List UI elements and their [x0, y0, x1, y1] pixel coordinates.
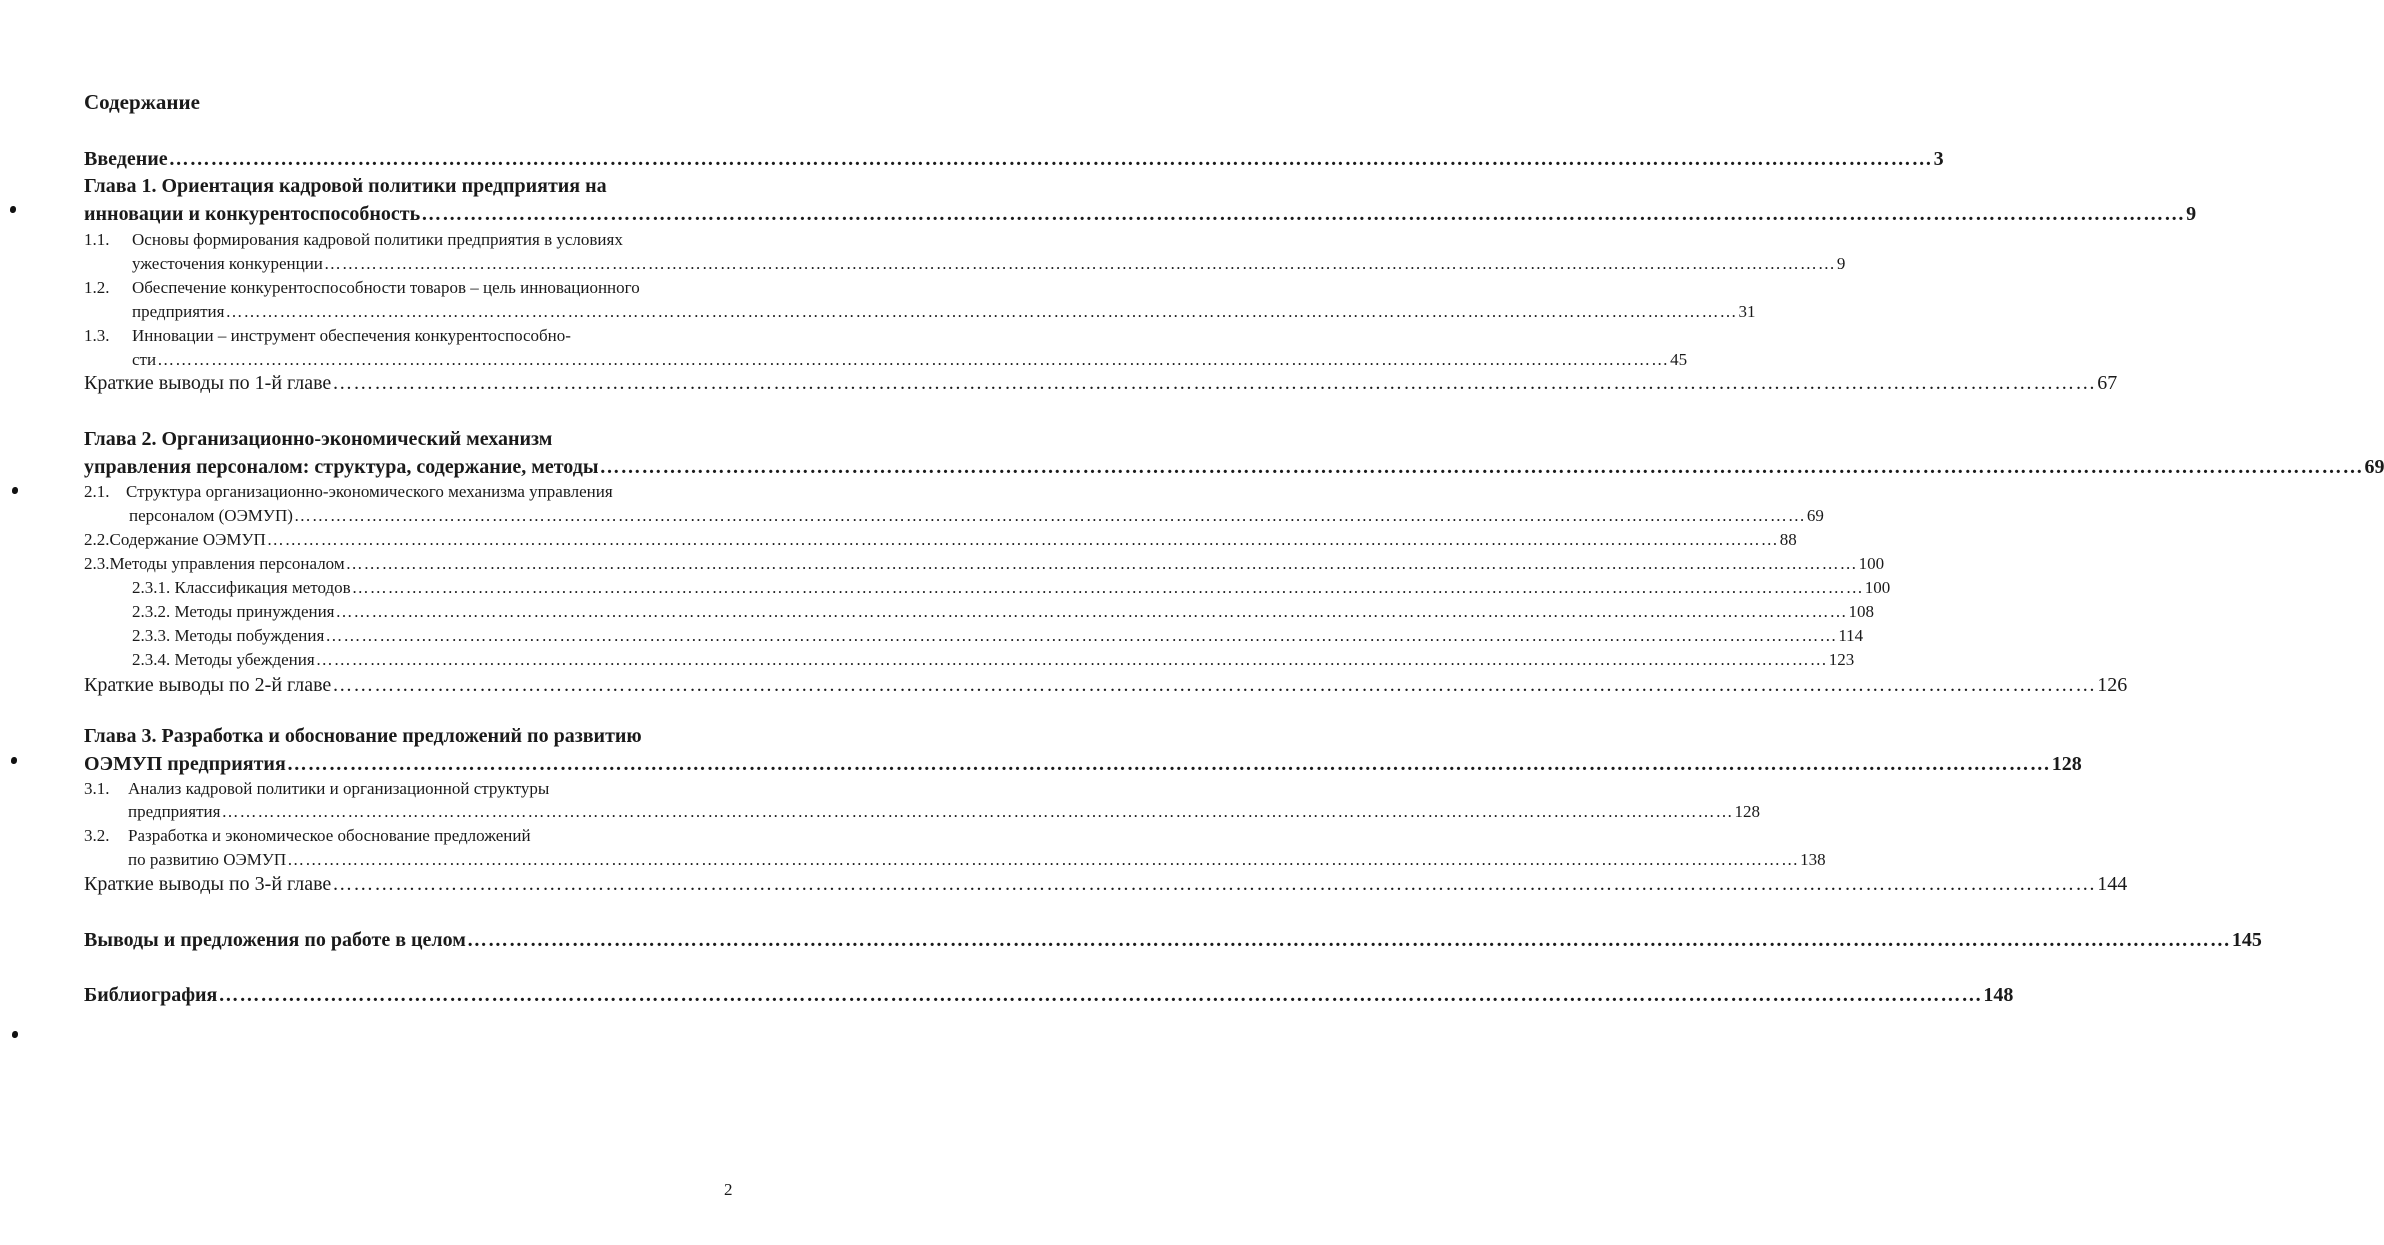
toc-label: Содержание ОЭМУП [109, 530, 266, 549]
toc-page: 145 [2231, 929, 2262, 951]
toc-entry-chapter-2[interactable] [84, 456, 2384, 479]
toc-section-1-3-title[interactable] [84, 326, 734, 346]
leader-dots: ……………………………………………………………………………………………………………………………………………………………………………………………………………………………… [466, 929, 2231, 951]
section-number: 3.2. [84, 826, 110, 845]
toc-entry-summary-2[interactable] [84, 674, 2128, 697]
scan-mark [11, 757, 17, 764]
toc-page: 144 [2097, 873, 2128, 895]
toc-section-3-2-title[interactable] [84, 826, 734, 846]
toc-label: предприятия [132, 302, 225, 321]
section-number: 2.3. [84, 554, 110, 573]
leader-dots: ……………………………………………………………………………………………………………………………………………………………………………………………………………………………… [351, 578, 1864, 597]
toc-section-1-1-title[interactable] [84, 230, 734, 250]
toc-label: Структура организационно-экономического механизма управления [126, 482, 613, 501]
leader-dots: ……………………………………………………………………………………………………………………………………………………………………………………………………………………………… [266, 530, 1779, 549]
section-number: 1.2. [84, 278, 110, 297]
toc-label: Инновации – инструмент обеспечения конкурентоспособно- [132, 326, 571, 345]
page-number: 2 [724, 1180, 733, 1199]
toc-page: 9 [1836, 254, 1846, 273]
toc-label: Выводы и предложения по работе в целом [84, 929, 466, 951]
toc-entry-chapter-1[interactable] [84, 203, 2197, 226]
leader-dots: ……………………………………………………………………………………………………………………………………………………………………………………………………………………………… [325, 626, 1838, 645]
toc-label: 2.3.2. Методы принуждения [132, 602, 335, 621]
toc-entry-intro[interactable] [84, 148, 1944, 171]
toc-entry-summary-3[interactable] [84, 873, 2128, 896]
toc-entry-3-1[interactable] [128, 802, 1760, 822]
section-number: 1.1. [84, 230, 110, 249]
toc-section-2-1-title[interactable] [84, 482, 734, 502]
toc-label: 2.3.1. Классификация методов [132, 578, 351, 597]
toc-label: предприятия [128, 802, 221, 821]
toc-page: 3 [1933, 148, 1944, 170]
toc-label: Краткие выводы по 1-й главе [84, 372, 332, 394]
toc-page: 126 [2097, 674, 2128, 696]
toc-label: Краткие выводы по 3-й главе [84, 873, 332, 895]
toc-label: Введение [84, 148, 168, 170]
section-number: 3.1. [84, 779, 110, 798]
section-number: 2.2. [84, 530, 110, 549]
leader-dots: ……………………………………………………………………………………………………………………………………………………………………………………………………………………………… [286, 753, 2051, 775]
toc-page: 67 [2097, 372, 2118, 394]
leader-dots: ……………………………………………………………………………………………………………………………………………………………………………………………………………………………… [293, 506, 1806, 525]
toc-chapter-3-title[interactable]: Глава 3. Разработка и обоснование предложений по развитию [84, 725, 642, 747]
toc-entry-summary-1[interactable] [84, 372, 2118, 395]
leader-dots: ……………………………………………………………………………………………………………………………………………………………………………………………………………………………… [157, 350, 1670, 369]
leader-dots: ……………………………………………………………………………………………………………………………………………………………………………………………………………………………… [225, 302, 1738, 321]
leader-dots: ……………………………………………………………………………………………………………………………………………………………………………………………………………………………… [332, 674, 2097, 696]
leader-dots: ……………………………………………………………………………………………………………………………………………………………………………………………………………………………… [345, 554, 1858, 573]
toc-page: 31 [1738, 302, 1756, 321]
toc-section-3-1-title[interactable] [84, 779, 734, 799]
toc-label: ОЭМУП предприятия [84, 753, 286, 775]
scan-mark [10, 206, 16, 213]
leader-dots: ……………………………………………………………………………………………………………………………………………………………………………………………………………………………… [599, 456, 2364, 478]
leader-dots: ……………………………………………………………………………………………………………………………………………………………………………………………………………………………… [323, 254, 1836, 273]
toc-entry-2-2[interactable] [84, 530, 1797, 550]
toc-label: Библиография [84, 984, 218, 1006]
toc-label: управления персоналом: структура, содержание, методы [84, 456, 599, 478]
toc-section-1-2-title[interactable] [84, 278, 734, 298]
toc-page: 100 [1864, 578, 1891, 597]
toc-entry-conclusions[interactable] [84, 929, 2262, 952]
toc-label: Анализ кадровой политики и организационной структуры [128, 779, 550, 798]
toc-label: Методы управления персоналом [109, 554, 345, 573]
leader-dots: ……………………………………………………………………………………………………………………………………………………………………………………………………………………………… [332, 372, 2097, 394]
toc-entry-2-3-3[interactable] [132, 626, 1864, 646]
toc-page: 128 [2051, 753, 2082, 775]
leader-dots: ……………………………………………………………………………………………………………………………………………………………………………………………………………………………… [335, 602, 1848, 621]
toc-entry-1-2[interactable] [132, 302, 1756, 322]
toc-page: 100 [1858, 554, 1885, 573]
toc-page: 138 [1800, 850, 1826, 869]
toc-entry-2-3-2[interactable] [132, 602, 1874, 622]
section-number: 1.3. [84, 326, 110, 345]
toc-page: 123 [1828, 650, 1855, 669]
toc-label: инновации и конкурентоспособность [84, 203, 421, 225]
scan-mark [12, 487, 18, 494]
toc-page: 45 [1670, 350, 1688, 369]
toc-page: 9 [2186, 203, 2197, 225]
toc-entry-2-3-4[interactable] [132, 650, 1855, 670]
section-number: 2.1. [84, 482, 110, 501]
toc-entry-2-3[interactable] [84, 554, 1885, 574]
toc-page: 69 [1806, 506, 1824, 525]
toc-entry-bibliography[interactable] [84, 984, 2014, 1007]
leader-dots: ……………………………………………………………………………………………………………………………………………………………………………………………………………………………… [421, 203, 2186, 225]
leader-dots: ……………………………………………………………………………………………………………………………………………………………………………………………………………………………… [221, 802, 1734, 821]
toc-page: 69 [2364, 456, 2384, 478]
toc-label: 2.3.3. Методы побуждения [132, 626, 325, 645]
toc-chapter-1-title[interactable]: Глава 1. Ориентация кадровой политики предприятия на [84, 175, 607, 197]
toc-entry-2-3-1[interactable] [132, 578, 1891, 598]
toc-label: ужесточения конкуренции [132, 254, 323, 273]
leader-dots: ……………………………………………………………………………………………………………………………………………………………………………………………………………………………… [315, 650, 1828, 669]
toc-label: персоналом (ОЭМУП) [129, 506, 293, 525]
toc-label: Краткие выводы по 2-й главе [84, 674, 332, 696]
leader-dots: ……………………………………………………………………………………………………………………………………………………………………………………………………………………………… [332, 873, 2097, 895]
toc-entry-1-3[interactable] [132, 350, 1688, 370]
leader-dots: ……………………………………………………………………………………………………………………………………………………………………………………………………………………………… [168, 148, 1933, 170]
toc-entry-1-1[interactable] [132, 254, 1846, 274]
toc-page: 114 [1838, 626, 1864, 645]
toc-label: 2.3.4. Методы убеждения [132, 650, 315, 669]
toc-entry-2-1[interactable] [129, 506, 1824, 526]
toc-chapter-2-title[interactable]: Глава 2. Организационно-экономический механизм [84, 428, 553, 450]
toc-page: 128 [1734, 802, 1760, 821]
leader-dots: ……………………………………………………………………………………………………………………………………………………………………………………………………………………………… [218, 984, 1983, 1006]
leader-dots: ……………………………………………………………………………………………………………………………………………………………………………………………………………………………… [287, 850, 1800, 869]
toc-page: 148 [1983, 984, 2014, 1006]
toc-label: сти [132, 350, 157, 369]
toc-label: Разработка и экономическое обоснование предложений [128, 826, 531, 845]
toc-label: Обеспечение конкурентоспособности товаров – цель инновационного [132, 278, 640, 297]
scan-mark [12, 1031, 18, 1038]
toc-label: Основы формирования кадровой политики предприятия в условиях [132, 230, 623, 249]
page-title: Содержание [84, 90, 200, 114]
toc-label: по развитию ОЭМУП [128, 850, 287, 869]
toc-page: 88 [1779, 530, 1797, 549]
toc-entry-chapter-3[interactable] [84, 753, 2082, 776]
toc-entry-3-2[interactable] [128, 850, 1826, 870]
toc-page: 108 [1848, 602, 1874, 621]
